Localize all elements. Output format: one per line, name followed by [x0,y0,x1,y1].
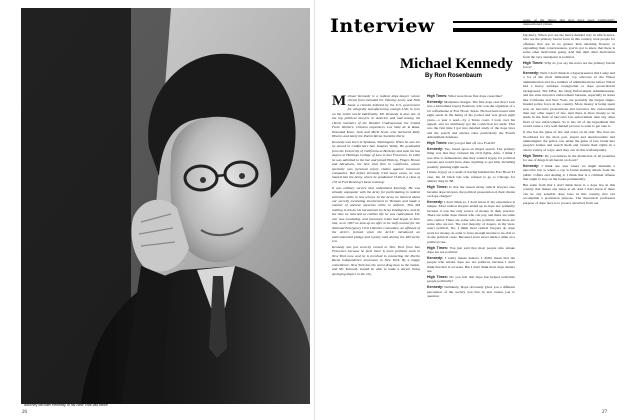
interview-paragraph [427,100,515,140]
speaker-label: Kennedy: [427,255,444,260]
paragraph-text: Marijuana charges. The first dope case that I took was a kid named Gypsy Peterson, who was the organizer of a GI coffeehouse at Fort Hood, Texas. He had been found with eight seeds in the lining of his pocket and was given eight years—a year a seed—by a Texas court. I took over his appeal, and we ultimately got the conviction set aside. That was the first time I got into detailed study of the dope laws and the search and seizure rules particularly the Fourth Amendment defenses. [427,99,515,140]
article-byline: By Ron Rosenbaum [425,73,483,79]
practice-paragraph: Kennedy has put security moved to New York from San Francisco because he feels there is more political work in New York now, and he is involved in counseling the Puerto Rican independence movement in New York. By a happy coincidence, New York has the worst drug laws in the nation, and Mr. Kennedy should be able to make a decent living springing dopers in the city. [332,244,420,276]
paragraph-text: Do you believe in the distinction of all penalties for use of drugs from heroin on down? [523,153,615,163]
page-number-left: 26 [22,410,27,415]
paragraph-text: The other thing is getting busted—that can radicalize you in a big hurry. When you are the heavy-handed way in which narcs, who are the primary fascist force in this country, treat people for offenses that are in no greater than smoking flowers or expanding their consciousness, you've got to know that there is some other motivation going. And that their other motivation from the very standpoint is political. [523,28,615,59]
interview-paragraph [523,28,615,59]
speaker-label: High Times: [427,185,448,190]
interview-paragraph [523,154,615,163]
interview-paragraph [427,275,515,284]
speaker-label: High Times: [427,274,448,279]
paragraph-text: Why do you say the narcs are the primary fascist force? [523,60,615,70]
paragraph-text: But aside from that I don't think there is a dope law in this country that makes any sense at all. And I don't know if there can be any sensible dope laws in this country that can accomplish a profession purpose. The theoretical profession purpose of dope laws is to protect ourselves from our [523,182,615,205]
rubric-title: Interview [330,18,435,36]
paragraph-text: Yes, based upon an illegal search. The primary thing was that they violated his civil rights. Also, I think I was able to demonstrate that they wanted Gypsy for political reasons and would have done anything to get him, including possibly planting eight seeds. [427,146,515,169]
interview-paragraph [427,94,515,98]
paragraph-text: Well, I don't think in a hyperpresence that Lasky and a lot of the most influential cop advocate in the Nixon administration and in a number of administrations before Nixon had a heavy antidope background or dope prosecutorial background. The DEA, the Drug Enforcement Administration, and the state narcotics enforcement bureaus, especially in states like California and New York, are probably the largest single-funded police force in the country. More money is being spent now on narcotics prosecutions and narcotics law enforcement than any other aspect of law. And there is more money to be made in the field of narcotics law enforcement than any other field of law enforcement. So it has all of the ingredients that would cause a very well-funded process to want to get onto it. [523,70,615,129]
paragraph-text: Do you feel that dope has helped radicalize people politically? [427,274,515,284]
interview-paragraph [523,130,615,152]
speaker-label: High Times: [427,94,448,98]
text-column-1 [332,94,420,396]
intro-paragraph [332,94,420,139]
paragraph-text: What were those first dope cases like? [448,94,503,98]
speaker-label: Kennedy: [523,70,540,75]
paragraph-text: It also has the guise of law and order on its side. The laws are ill-advised for the most part, stupid and unenforceable and unintelligent; the police can, under the guise of law, break into people's homes and search them and violate their rights in a whole variety of ways. And they can do this with impunity. [523,130,615,152]
speaker-label: Kennedy: [427,146,444,151]
interview-paragraph [427,185,515,198]
speaker-label: High Times: [427,141,448,146]
paragraph-text: You just said that most people who smoke dope are not political. [427,245,515,255]
paragraph-text: I really meant dealers. I didn't mean that the people who smoke dope are not political, because I don't think that that is accurate. But I don't think most dope dealers are. [427,255,515,274]
bio-paragraph: Kennedy was born in Spokane, Washington. When he was ten he moved to California's San Joaquin Valley. He graduated from the University of California at Berkeley and took his law degree at Hastings College of Law in San Francisco. In 1962 he was admitted to the bar and joined Hoberg, Finger, Brown and Abramson, the best trial firm in California, whose specialty was personal injury claims against insurance companies. But before Kennedy tried many cases, he was hauled into the Army, where he graduated 134th in a class of 155 at Fort Benning's basic training. [332,139,420,184]
speaker-label: High Times: [427,245,449,250]
speaker-label: Kennedy: [427,285,444,290]
speaker-label: Kennedy: [427,99,444,104]
photo-caption: Attorney Michael Kennedy in his New York law office. [24,403,109,407]
interview-paragraph [427,256,515,274]
interview-paragraph [523,164,615,182]
paragraph-text: I think one area where we might maintain a narcotics law is where a cop is found stealing smack from the public coffers and dealing it. I think that is a criminal offense that ought to stay on the books permanently. [523,163,615,182]
speaker-label: High Times: [523,153,544,158]
interview-paragraph [523,183,615,205]
portrait-photo [21,8,310,404]
paragraph-text: I don't think so. I don't know if my experience is unique. Most radical lawyers ended up in dope law primarily because it was the only source of money in their practice. There are some dope clients who can pay, and there are some who cannot. There are some who are political, and there are some who are not. The vast majority of dopers, in my view, aren't political. No, I think most radical lawyers do dope work for money, in order to have enough income to be able to do the political cases. Because I have never made a dime on a political case. [427,199,515,244]
photo-credit: Jim Wright [305,380,309,397]
article-headline: Michael Kennedy [400,56,513,72]
speaker-label: Kennedy: [523,163,540,168]
page-gutter [314,0,315,420]
speaker-label: High Times: [523,60,544,65]
interview-paragraph [427,285,515,298]
interview-paragraph [427,141,515,145]
interview-paragraph [427,170,515,183]
intro-text: ichael Kennedy is a radical dope-lawyer whose clients from included Dr. Timothy Leary and Nick Sand, a chemist indicted by the U.S. government for allegedly manufacturing enough LSD to turn on the entire world indefinitely. Mr. Kennedy is also one of the top political lawyers in America and had among his clients members of the Weather Underground, the United Farm Workers, Chicano organizers, Los Siete de la Raza, Wounded Knee, Jack and Micki Scott, who harbored Patty Hearst, and lately the Puerto Rican Socialist Party. [332,94,420,139]
drop-cap: M [332,94,347,109]
interview-paragraph [427,147,515,169]
paragraph-text: Is that the reason many radical lawyers also became dope lawyers, the political prosecution of their clients on dope charges? [427,185,515,198]
text-column-3 [523,18,615,396]
army-paragraph: It was military service that radicalized Kennedy. He was already unpopular with the Army for participating in radical activities while in law school. In the Army he learned about our secretly escalating involvement in Vietnam and made a number of antiwar speeches while in uniform. This did nothing to lessen his harassment by Army Intelligence, and by the time he returned to civilian life he was radicalized. The war was escalating, and insurance trials had begun to bore him, so in 1967 he took up an offer to be staff counsel for the National Emergency Civil Liberties Committee, an offshoot of the ACLU, formed when the ACLU introduced an anticommunist pledge and loyalty oath during the McCarthy era. [332,185,420,244]
paragraph-text: some of the things that may have been traditionally unquestioned values. [523,18,615,27]
paragraph-text: Did you get him off on a Fourth? [448,141,496,146]
interview-paragraph [523,61,615,70]
interview-paragraph [523,71,615,129]
paragraph-text: I knew Gypsy as a result of having handled the Fort Hood 43 case, the 43 black GIs who refused to go to Chicago for antiriot duty in '68. [427,170,515,184]
portrait-illustration [21,8,310,404]
speaker-label: Kennedy: [427,199,444,204]
page-number-right: 27 [602,410,607,415]
paragraph-text: Definitely. Dope obviously gives you a different perception of the society you live in and causes you to question [427,285,515,298]
interview-paragraph [523,18,615,27]
interview-paragraph [427,246,515,255]
interview-paragraph [427,200,515,245]
text-column-2 [427,94,515,396]
